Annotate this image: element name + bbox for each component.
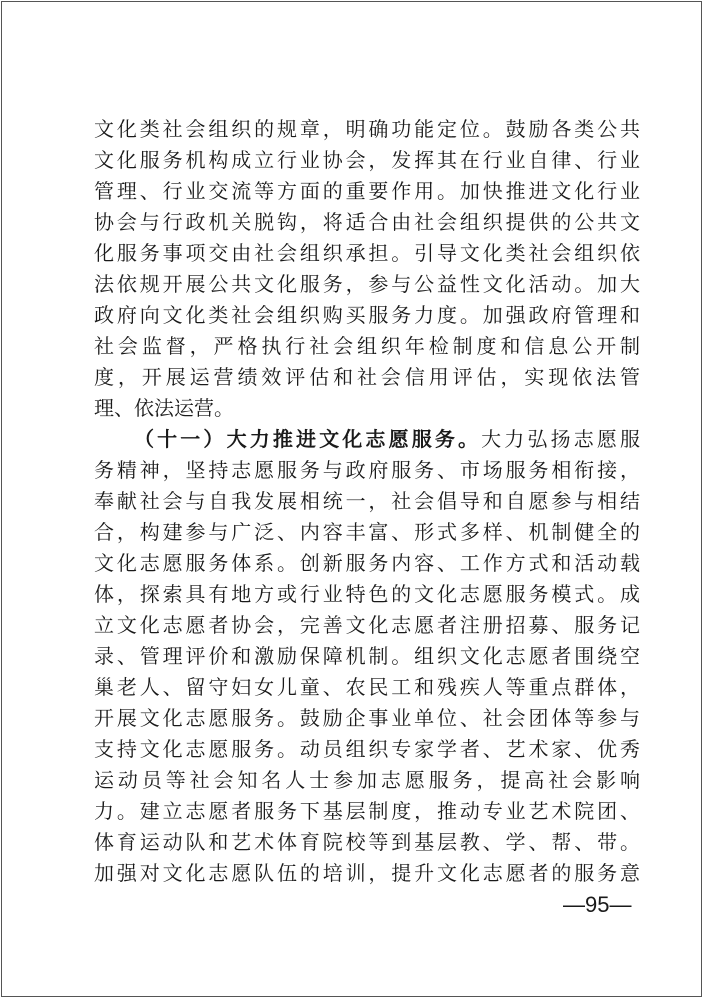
text-line: 务精神，坚持志愿服务与政府服务、市场服务相衔接， [94, 458, 640, 482]
text-line: 巢老人、留守妇女儿童、农民工和残疾人等重点群体， [94, 675, 640, 699]
text-line: 协会与行政机关脱钩，将适合由社会组织提供的公共文 [94, 210, 640, 234]
text-line: 法依规开展公共文化服务，参与公益性文化活动。加大 [94, 272, 640, 296]
text-line: 文化志愿服务体系。创新服务内容、工作方式和活动载 [94, 551, 640, 575]
paragraph-heading-line [94, 424, 640, 455]
text-line: 文化服务机构成立行业协会，发挥其在行业自律、行业 [94, 148, 640, 172]
text-line: 度，开展运营绩效评估和社会信用评估，实现依法管 [94, 365, 640, 389]
text-line: 加强对文化志愿队伍的培训，提升文化志愿者的服务意 [94, 861, 640, 885]
text-line: 支持文化志愿服务。动员组织专家学者、艺术家、优秀 [94, 737, 640, 761]
text-line: 理、依法运营。 [94, 396, 234, 420]
text-line: 立文化志愿者协会，完善文化志愿者注册招募、服务记 [94, 613, 640, 637]
body-text [94, 114, 640, 889]
text-line: 管理、行业交流等方面的重要作用。加快推进文化行业 [94, 179, 640, 203]
text-line: 体育运动队和艺术体育院校等到基层教、学、帮、带。 [94, 830, 640, 854]
text-line: 运动员等社会知名人士参加志愿服务，提高社会影响 [94, 768, 640, 792]
section-heading: （十一）大力推进文化志愿服务。 [134, 427, 482, 451]
text-line: 录、管理评价和激励保障机制。组织文化志愿者围绕空 [94, 644, 640, 668]
page-number: —95— [563, 892, 632, 917]
text-line: 社会监督，严格执行社会组织年检制度和信息公开制 [94, 334, 640, 358]
text-line: 合，构建参与广泛、内容丰富、形式多样、机制健全的 [94, 520, 640, 544]
text-line: 奉献社会与自我发展相统一，社会倡导和自愿参与相结 [94, 489, 640, 513]
text-line: 化服务事项交由社会组织承担。引导文化类社会组织依 [94, 241, 640, 265]
text-line: 开展文化志愿服务。鼓励企事业单位、社会团体等参与 [94, 706, 640, 730]
text-line: 力。建立志愿者服务下基层制度，推动专业艺术院团、 [94, 799, 640, 823]
text-line: 政府向文化类社会组织购买服务力度。加强政府管理和 [94, 303, 640, 327]
text-line: 文化类社会组织的规章，明确功能定位。鼓励各类公共 [94, 117, 640, 141]
heading-line-text: 大力弘扬志愿服 [481, 427, 641, 451]
text-line: 体，探索具有地方或行业特色的文化志愿服务模式。成 [94, 582, 640, 606]
